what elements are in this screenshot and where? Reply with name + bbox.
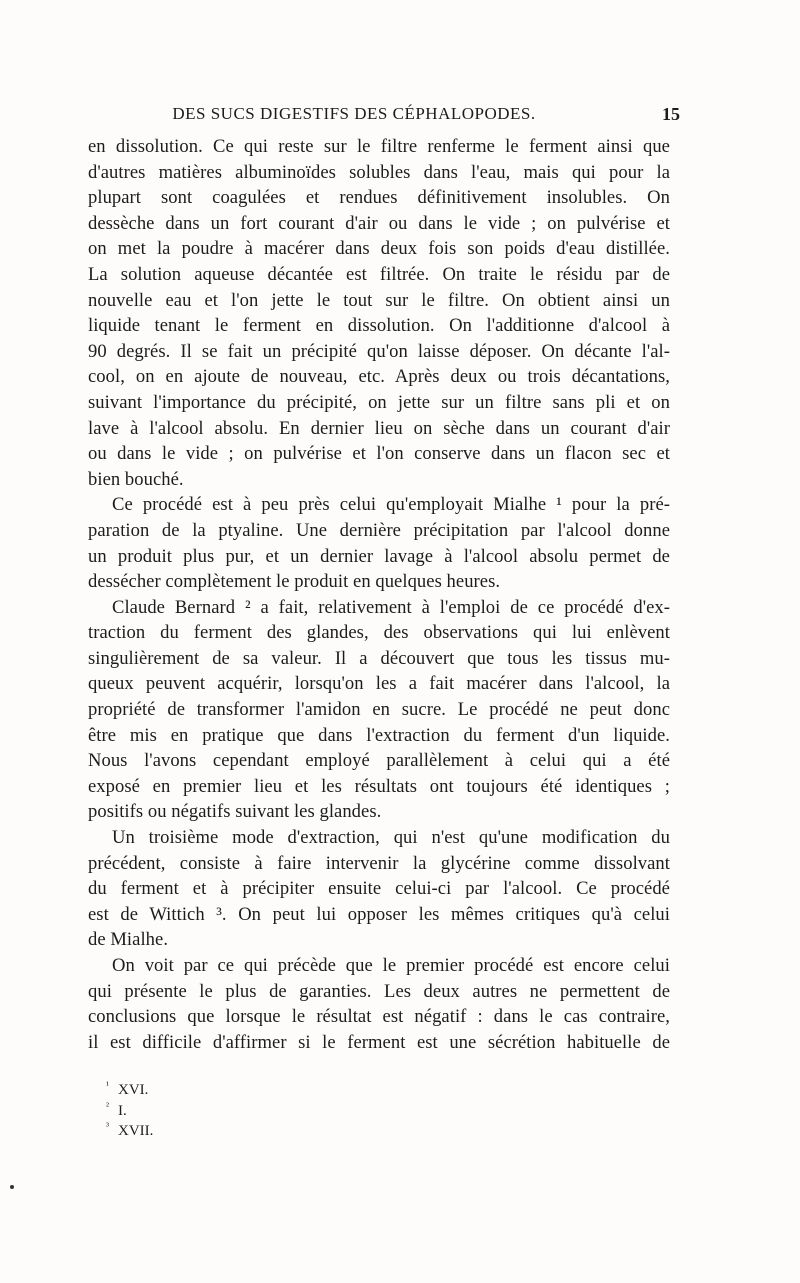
- text-line: être mis en pratique que dans l'extraction du ferment d'un liquide.: [88, 724, 670, 746]
- body-text: [88, 134, 670, 1055]
- text-line: paration de la ptyaline. Une dernière précipitation par l'alcool donne: [88, 519, 670, 541]
- text-line: est de Wittich ³. On peut lui opposer les mêmes critiques qu'à celui: [88, 903, 670, 925]
- text-line: Ce procédé est à peu près celui qu'employait Mialhe ¹ pour la pré-: [112, 494, 670, 516]
- text-line: suivant l'importance du précipité, on jette sur un filtre sans pli et on: [88, 391, 670, 413]
- text-line: positifs ou négatifs suivant les glandes.: [88, 801, 382, 823]
- text-line: cool, on en ajoute de nouveau, etc. Après deux ou trois décantations,: [88, 366, 670, 388]
- text-line: Claude Bernard ² a fait, relativement à l'emploi de ce procédé d'ex-: [112, 596, 670, 618]
- footnote-text: I.: [118, 1102, 127, 1119]
- text-line: qui présente le plus de garanties. Les deux autres ne permettent de: [88, 980, 670, 1002]
- scan-speck: [10, 1185, 14, 1189]
- text-line: en dissolution. Ce qui reste sur le filtre renferme le ferment ainsi que: [88, 136, 670, 157]
- text-line: précédent, consiste à faire intervenir la glycérine comme dissolvant: [88, 852, 670, 874]
- footnote: ¹ XVI.: [106, 1080, 149, 1098]
- text-line: bien bouché.: [88, 468, 184, 490]
- text-line: Nous l'avons cependant employé parallèlement à celui qui a été: [88, 750, 670, 772]
- text-line: 90 degrés. Il se fait un précipité qu'on laisse déposer. On décante l'al-: [88, 340, 670, 362]
- text-line: d'autres matières albuminoïdes solubles dans l'eau, mais qui pour la: [88, 161, 670, 183]
- footnotes: [106, 1080, 306, 1142]
- text-line: exposé en premier lieu et les résultats ont toujours été identiques ;: [88, 775, 670, 797]
- text-line: singulièrement de sa valeur. Il a découvert que tous les tissus mu-: [88, 647, 670, 669]
- text-line: du ferment et à précipiter ensuite celui-ci par l'alcool. Ce procédé: [88, 878, 670, 900]
- text-line: conclusions que lorsque le résultat est négatif : dans le cas contraire,: [88, 1006, 670, 1028]
- running-title: DES SUCS DIGESTIFS DES CÉPHALOPODES.: [172, 104, 536, 123]
- text-line: lave à l'alcool absolu. En dernier lieu on sèche dans un courant d'air: [88, 417, 670, 439]
- page-number: 15: [662, 104, 680, 124]
- footnote-text: XVII.: [118, 1123, 154, 1139]
- text-line: dessèche dans un fort courant d'air ou dans le vide ; on pulvérise et: [88, 212, 670, 234]
- text-line: On voit par ce qui précède que le premier procédé est encore celui: [112, 955, 670, 976]
- text-line: Un troisième mode d'extraction, qui n'est qu'une modification du: [112, 827, 670, 849]
- text-line: propriété de transformer l'amidon en sucre. Le procédé ne peut donc: [88, 699, 670, 721]
- text-line: plupart sont coagulées et rendues définitivement insolubles. On: [88, 187, 670, 209]
- text-line: on met la poudre à macérer dans deux fois son poids d'eau distillée.: [88, 238, 670, 260]
- text-line: dessécher complètement le produit en quelques heures.: [88, 571, 501, 593]
- text-line: de Mialhe.: [88, 929, 169, 951]
- footnote: ³ XVII.: [106, 1121, 154, 1139]
- text-line: liquide tenant le ferment en dissolution. On l'additionne d'alcool à: [88, 315, 670, 337]
- text-line: il est difficile d'affirmer si le ferment est une sécrétion habituelle de: [88, 1031, 670, 1053]
- text-line: un produit plus pur, et un dernier lavage à l'alcool absolu permet de: [88, 545, 670, 567]
- text-line: nouvelle eau et l'on jette le tout sur le filtre. On obtient ainsi un: [88, 289, 670, 311]
- footnote-text: XVI.: [118, 1082, 149, 1098]
- footnote: ² I.: [106, 1100, 127, 1119]
- page-header: [88, 102, 680, 132]
- text-line: queux peuvent acquérir, lorsqu'on les a fait macérer dans l'alcool, la: [88, 673, 670, 695]
- text-line: traction du ferment des glandes, des observations qui lui enlèvent: [88, 622, 670, 644]
- text-line: ou dans le vide ; on pulvérise et l'on conserve dans un flacon sec et: [88, 443, 670, 465]
- text-line: La solution aqueuse décantée est filtrée. On traite le résidu par de: [88, 263, 670, 285]
